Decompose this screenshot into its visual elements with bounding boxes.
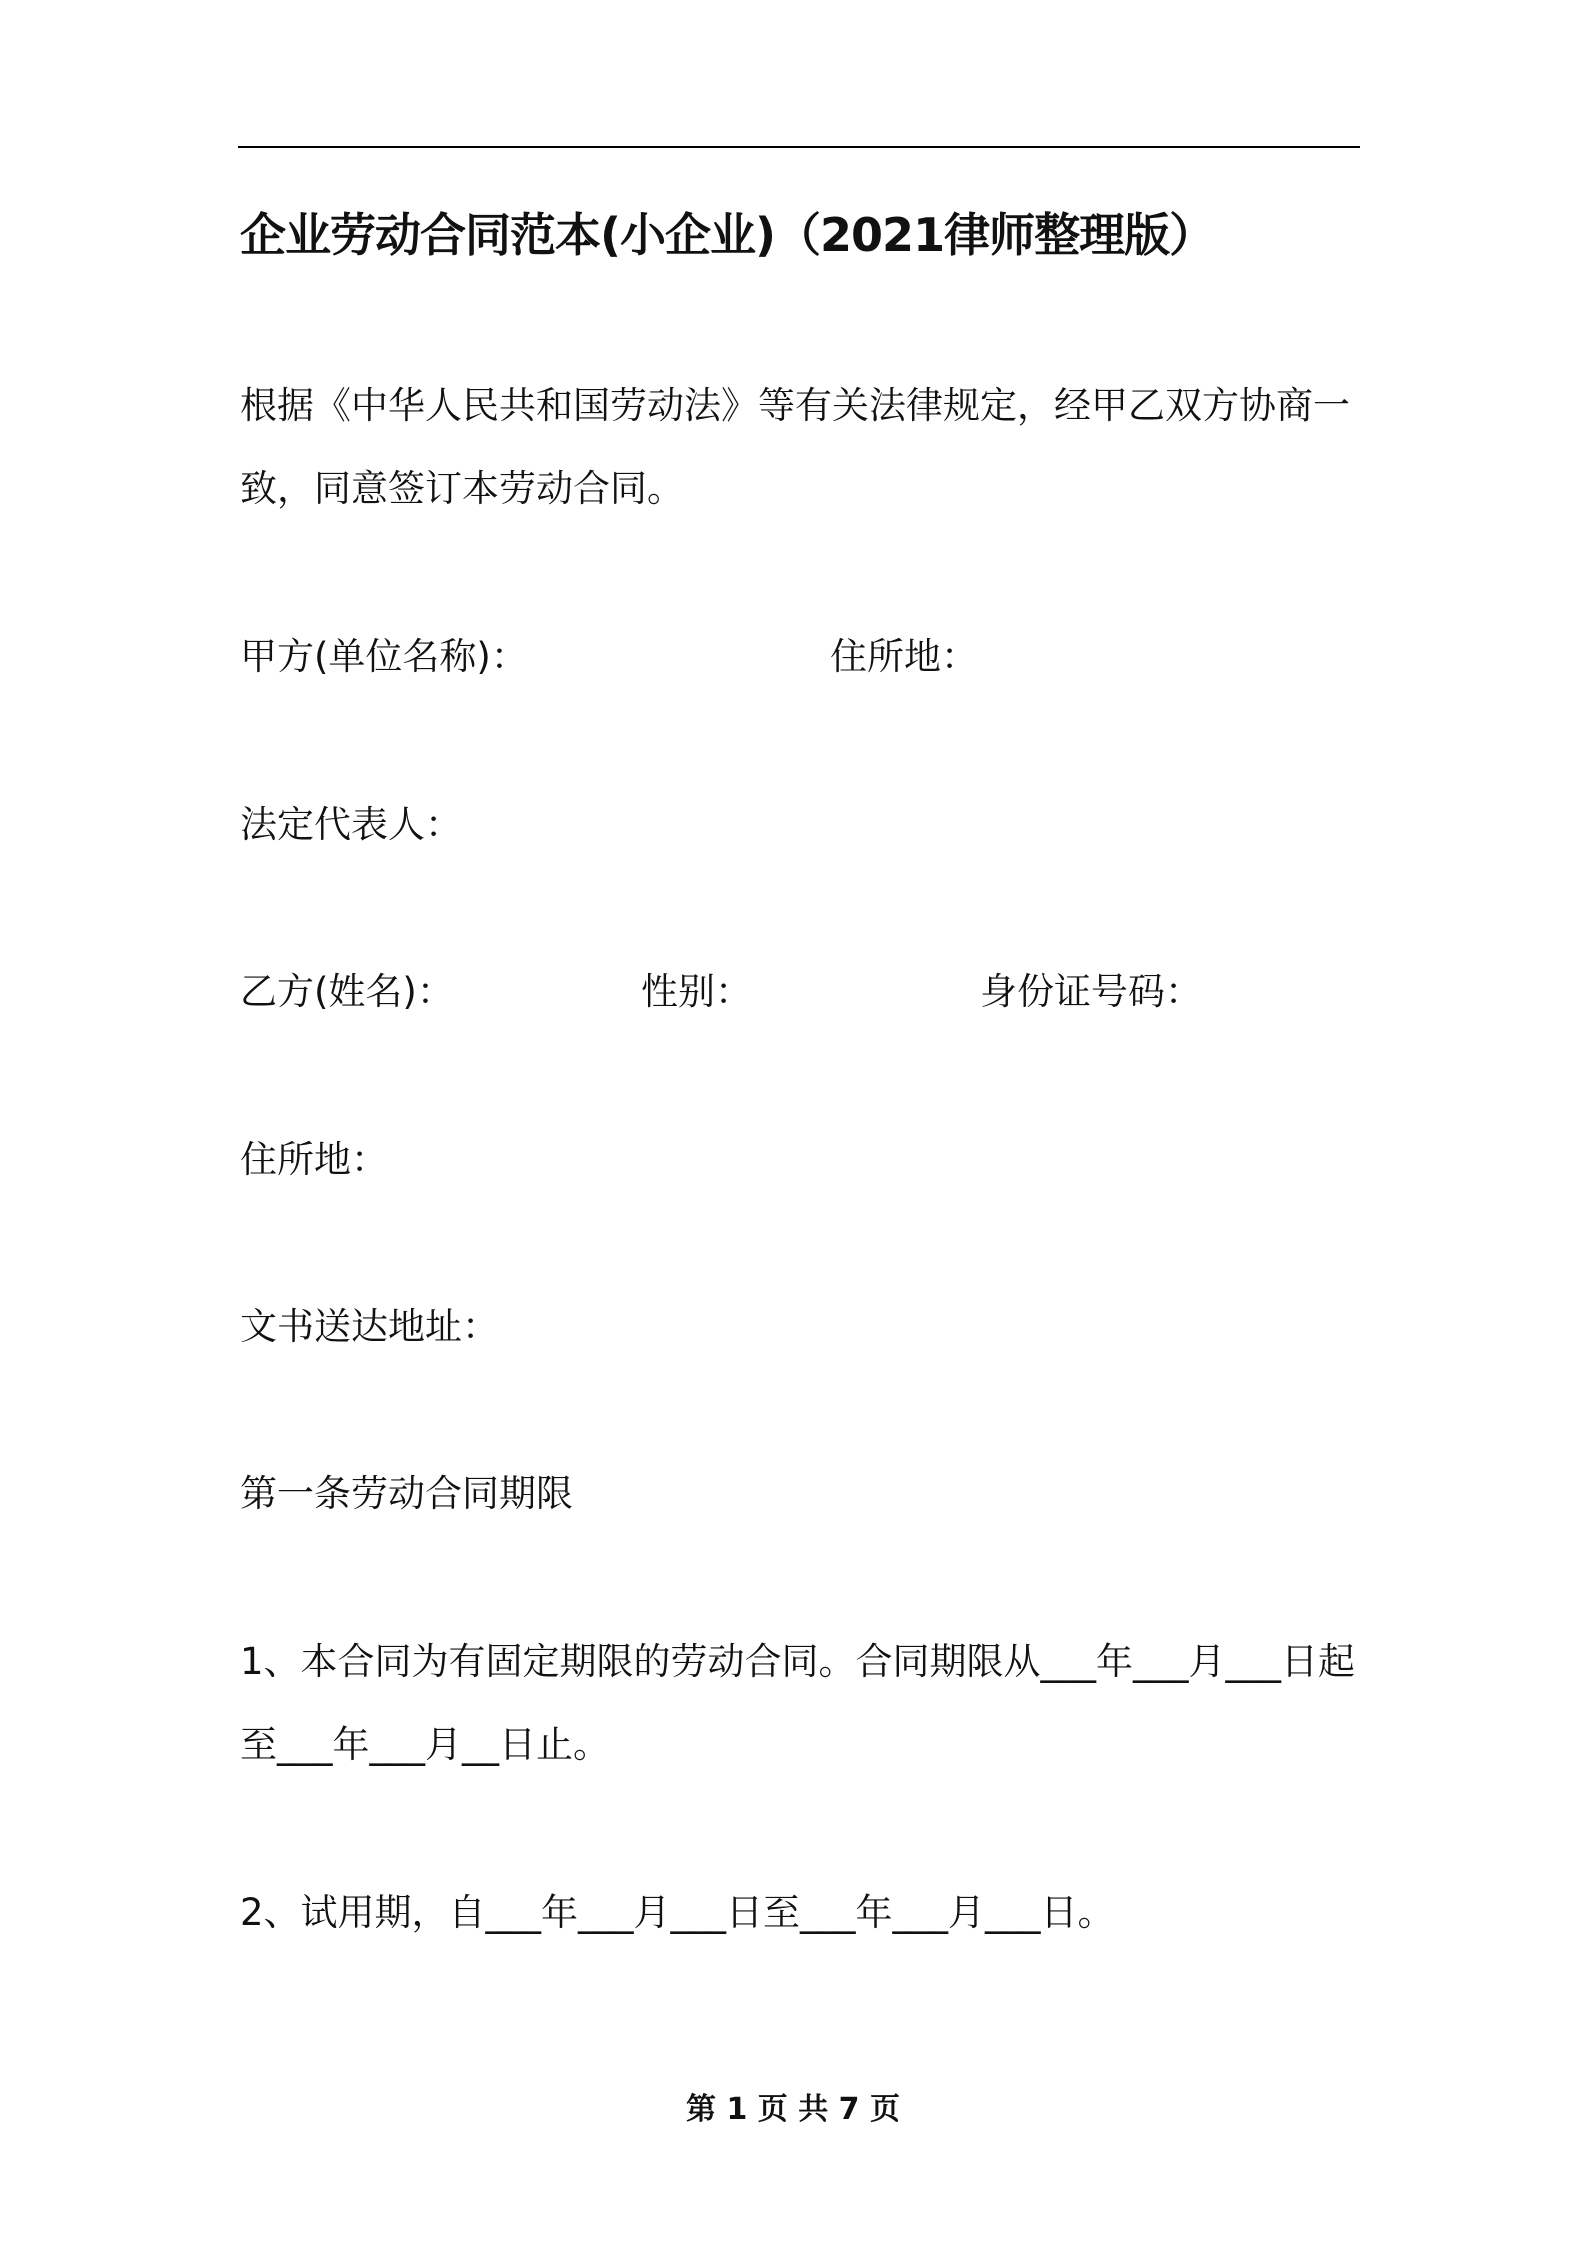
document-title: 企业劳动合同范本(小企业)（2021律师整理版） (240, 208, 1215, 262)
intro-line-1: 根据《中华人民共和国劳动法》等有关法律规定，经甲乙双方协商一 (240, 384, 1350, 427)
intro-line-2: 致，同意签订本劳动合同。 (240, 467, 684, 510)
page-indicator: 第 1 页 共 7 页 (686, 2092, 900, 2127)
party-b-address-label: 住所地： (240, 1138, 388, 1181)
party-b-id-label: 身份证号码： (980, 970, 1202, 1013)
party-b-name-label: 乙方(姓名)： (240, 970, 454, 1013)
clause-1-line-2: 至___年___月__日止。 (240, 1723, 610, 1766)
header-rule (238, 146, 1360, 148)
party-a-name-label: 甲方(单位名称)： (240, 635, 528, 678)
party-a-address-label: 住所地： (830, 635, 978, 678)
delivery-address-label: 文书送达地址： (240, 1305, 499, 1348)
clause-1-line-1: 1、本合同为有固定期限的劳动合同。合同期限从___年___月___日起 (240, 1640, 1356, 1683)
clause-2-line-1: 2、试用期，自___年___月___日至___年___月___日。 (240, 1891, 1115, 1934)
party-b-gender-label: 性别： (641, 970, 752, 1013)
legal-representative-label: 法定代表人： (240, 803, 462, 846)
article-1-heading: 第一条劳动合同期限 (240, 1472, 573, 1515)
